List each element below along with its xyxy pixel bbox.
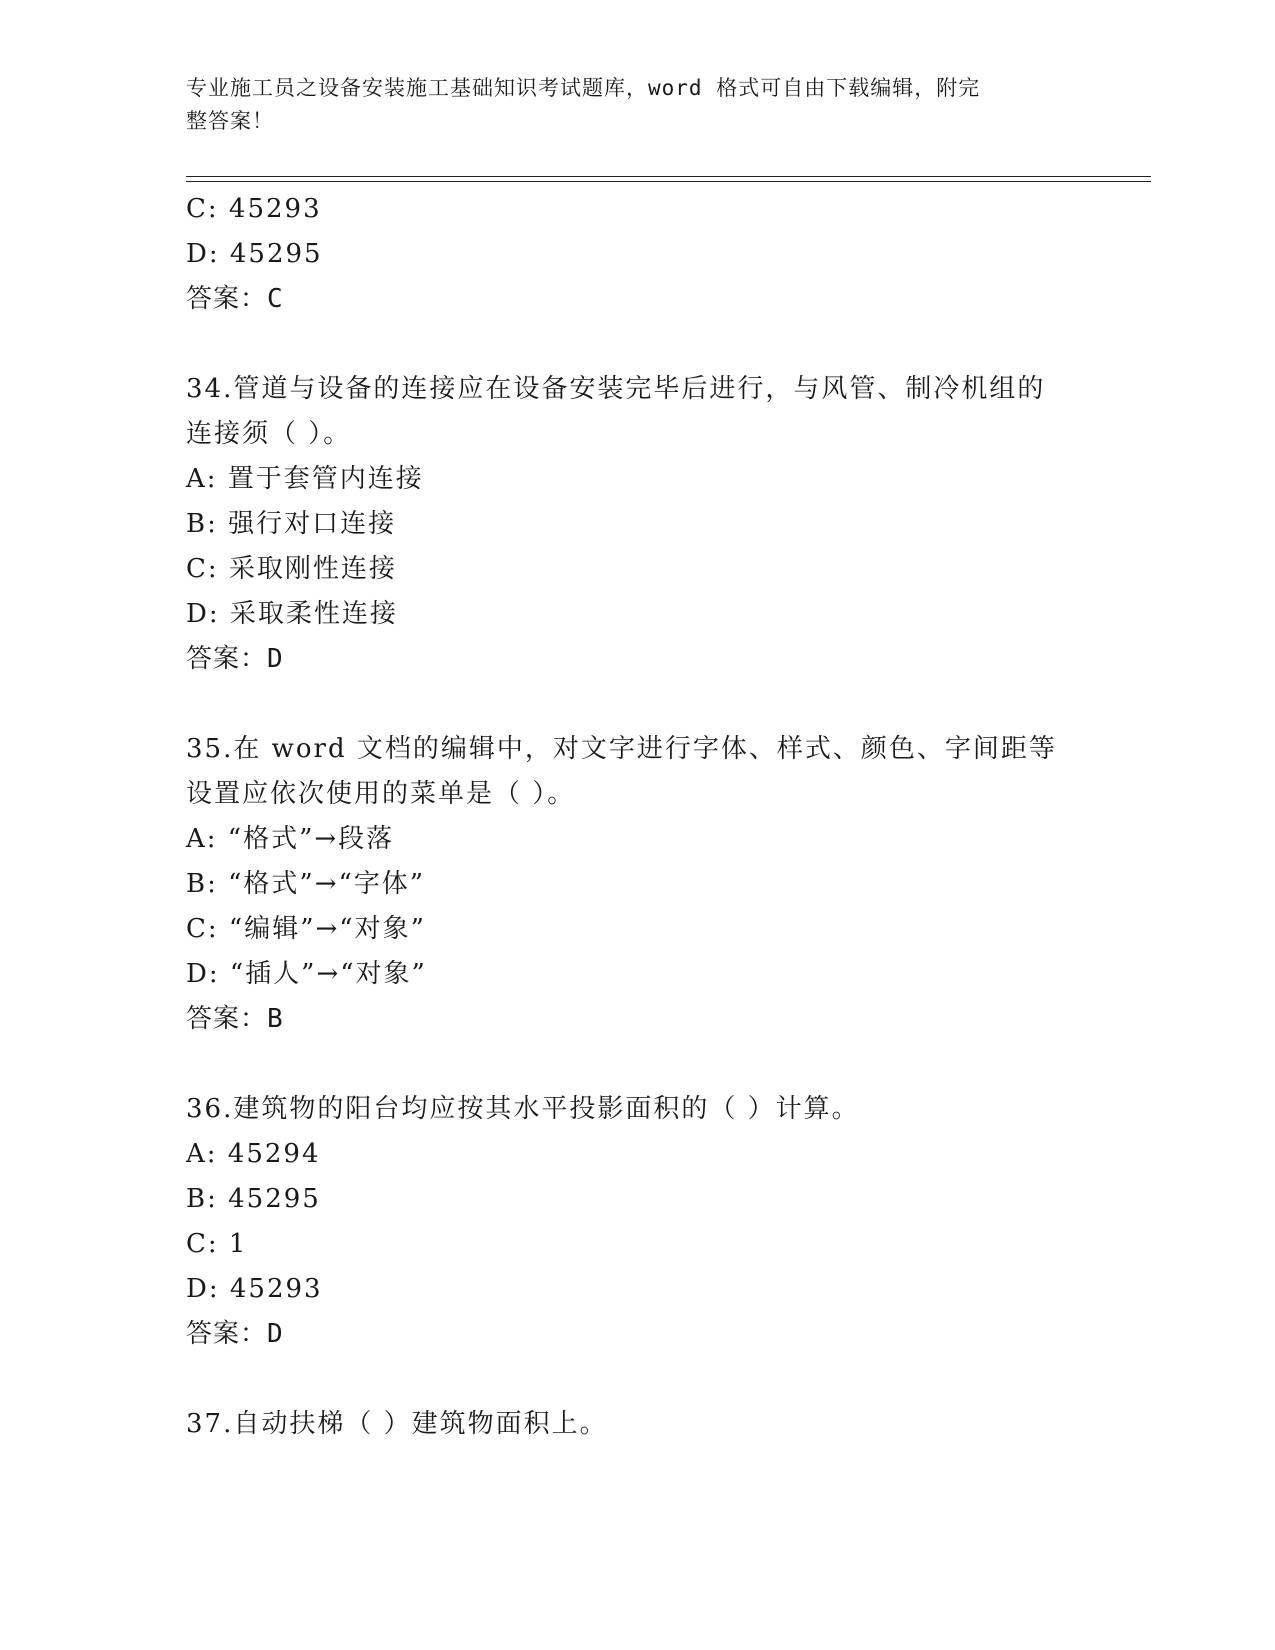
document-header [186,72,1066,138]
option-d: D: 采取柔性连接 [186,599,398,629]
answer-line: 答案：D [186,644,284,674]
question-stem: 36.建筑物的阳台均应按其水平投影面积的（ ）计算。 [186,1094,860,1124]
header-line-2: 整答案！ [186,109,274,133]
question-stem-continued: 连接须（ ）。 [186,419,352,449]
answer-line: 答案：C [186,284,284,314]
option-b: B: 强行对口连接 [186,509,397,539]
header-divider-top [186,176,1151,177]
option-b: B: 45295 [186,1184,321,1214]
option-c: C: “编辑”→“对象” [186,914,426,944]
option-a: A: 置于套管内连接 [186,464,424,494]
header-line-1: 专业施工员之设备安装施工基础知识考试题库，word 格式可自由下载编辑，附完 [186,76,981,100]
option-d: D: “插人”→“对象” [186,959,427,989]
answer-line: 答案：B [186,1004,284,1034]
answer-line: 答案：D [186,1319,284,1349]
option-d: D: 45293 [186,1274,323,1304]
option-d: D: 45295 [186,239,323,269]
question-stem: 34.管道与设备的连接应在设备安装完毕后进行，与风管、制冷机组的 [186,374,1046,404]
question-stem: 37.自动扶梯（ ）建筑物面积上。 [186,1409,608,1439]
option-b: B: “格式”→“字体” [186,869,426,899]
option-a: A: 45294 [186,1139,321,1169]
header-divider-bottom [186,181,1151,182]
question-stem-continued: 设置应依次使用的菜单是（ ）。 [186,779,576,809]
option-c: C: 1 [186,1229,248,1259]
option-c: C: 45293 [186,194,322,224]
question-stem: 35.在 word 文档的编辑中，对文字进行字体、样式、颜色、字间距等 [186,734,1057,764]
option-c: C: 采取刚性连接 [186,554,397,584]
option-a: A: “格式”→段落 [186,824,395,854]
